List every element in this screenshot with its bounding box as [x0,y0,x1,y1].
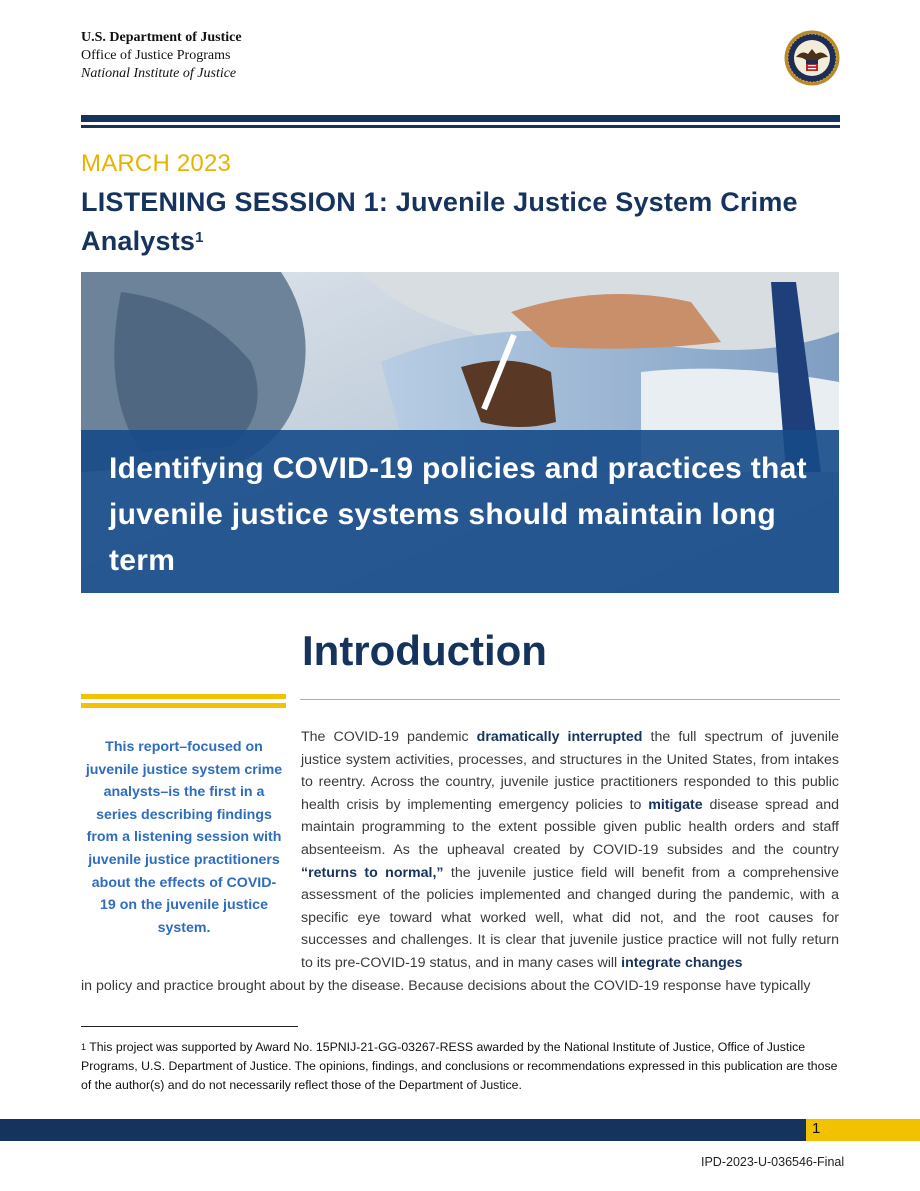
office-name: Office of Justice Programs [81,48,231,63]
title-footnote-mark: 1 [195,229,204,246]
intro-text: the full spectrum of juvenile justice system activities, processes, and structures in the United States, from intakes to reentry. Across the country, juvenile justice practitioners responded to this public health crisis by implementing emergency policies to [301,729,839,813]
hero-banner [81,430,839,593]
report-title [81,183,851,261]
header-rule-thin [81,125,840,128]
intro-text: The COVID-19 pandemic [301,729,477,745]
header-rule-thick [81,115,840,122]
footnote-mark: 1 [81,1042,87,1052]
highlight-text: integrate changes [621,954,743,971]
sidebar-accent-bar [81,703,286,708]
footnote-rule [81,1026,298,1027]
document-id: IPD-2023-U-036546-Final [701,1155,845,1169]
report-title-text: LISTENING SESSION 1: Juvenile Justice System Crime Analysts [81,187,798,256]
footnote-text: This project was supported by Award No. 15PNIJ-21-GG-03267-RESS awarded by the National Institute of Justice, Office of Justice Programs, U.S. Department of Justice. The opinions, findings, and conclusions or recommendations expressed in this publication are those of the author(s) and do not necessarily reflect those of the Department of Justice. [81,1040,838,1092]
intro-rule [300,699,840,700]
footnote [81,1038,841,1095]
institute-name: National Institute of Justice [81,66,237,81]
intro-text: the juvenile justice field will benefit from a comprehensive assessment of the policies implemented and changed during the pandemic, with a specific eye toward what worked well, what did not, and the root causes for successes and challenges. It is clear that juvenile justice practice will not fully return to its pre-COVID-19 status, and in many cases will [301,864,839,971]
introduction-heading: Introduction [302,627,547,674]
report-date: MARCH 2023 [81,150,232,177]
sidebar-callout: This report–focused on juvenile justice system crime analysts–is the first in a series describing findings from a listening session with juvenile justice practitioners about the effects of COVID-19 on the juvenile justice system. [85,739,283,936]
hero-image [81,272,839,593]
intro-text: disease spread and maintain programming to the extent possible given public health orders and staff absenteeism. As the upheaval created by COVID-19 subsides and the country [301,796,840,858]
agency-header [81,29,242,83]
intro-paragraph-continued: in policy and practice brought about by the disease. Because decisions about the COVID-19 response have typically [81,978,811,994]
highlight-text: dramatically interrupted [476,729,643,745]
sidebar-accent-bar [81,694,286,699]
footer-page-tab [806,1119,920,1141]
hero-headline: Identifying COVID-19 policies and practices that juvenile justice systems should maintain long term [109,452,807,577]
doj-seal-icon [784,30,840,86]
intro-paragraph [301,726,839,975]
page-number: 1 [812,1120,821,1137]
highlight-text: “returns to normal,” [301,864,444,881]
footer-bar [0,1119,806,1141]
highlight-text: mitigate [648,796,703,813]
agency-name: U.S. Department of Justice [81,30,242,45]
